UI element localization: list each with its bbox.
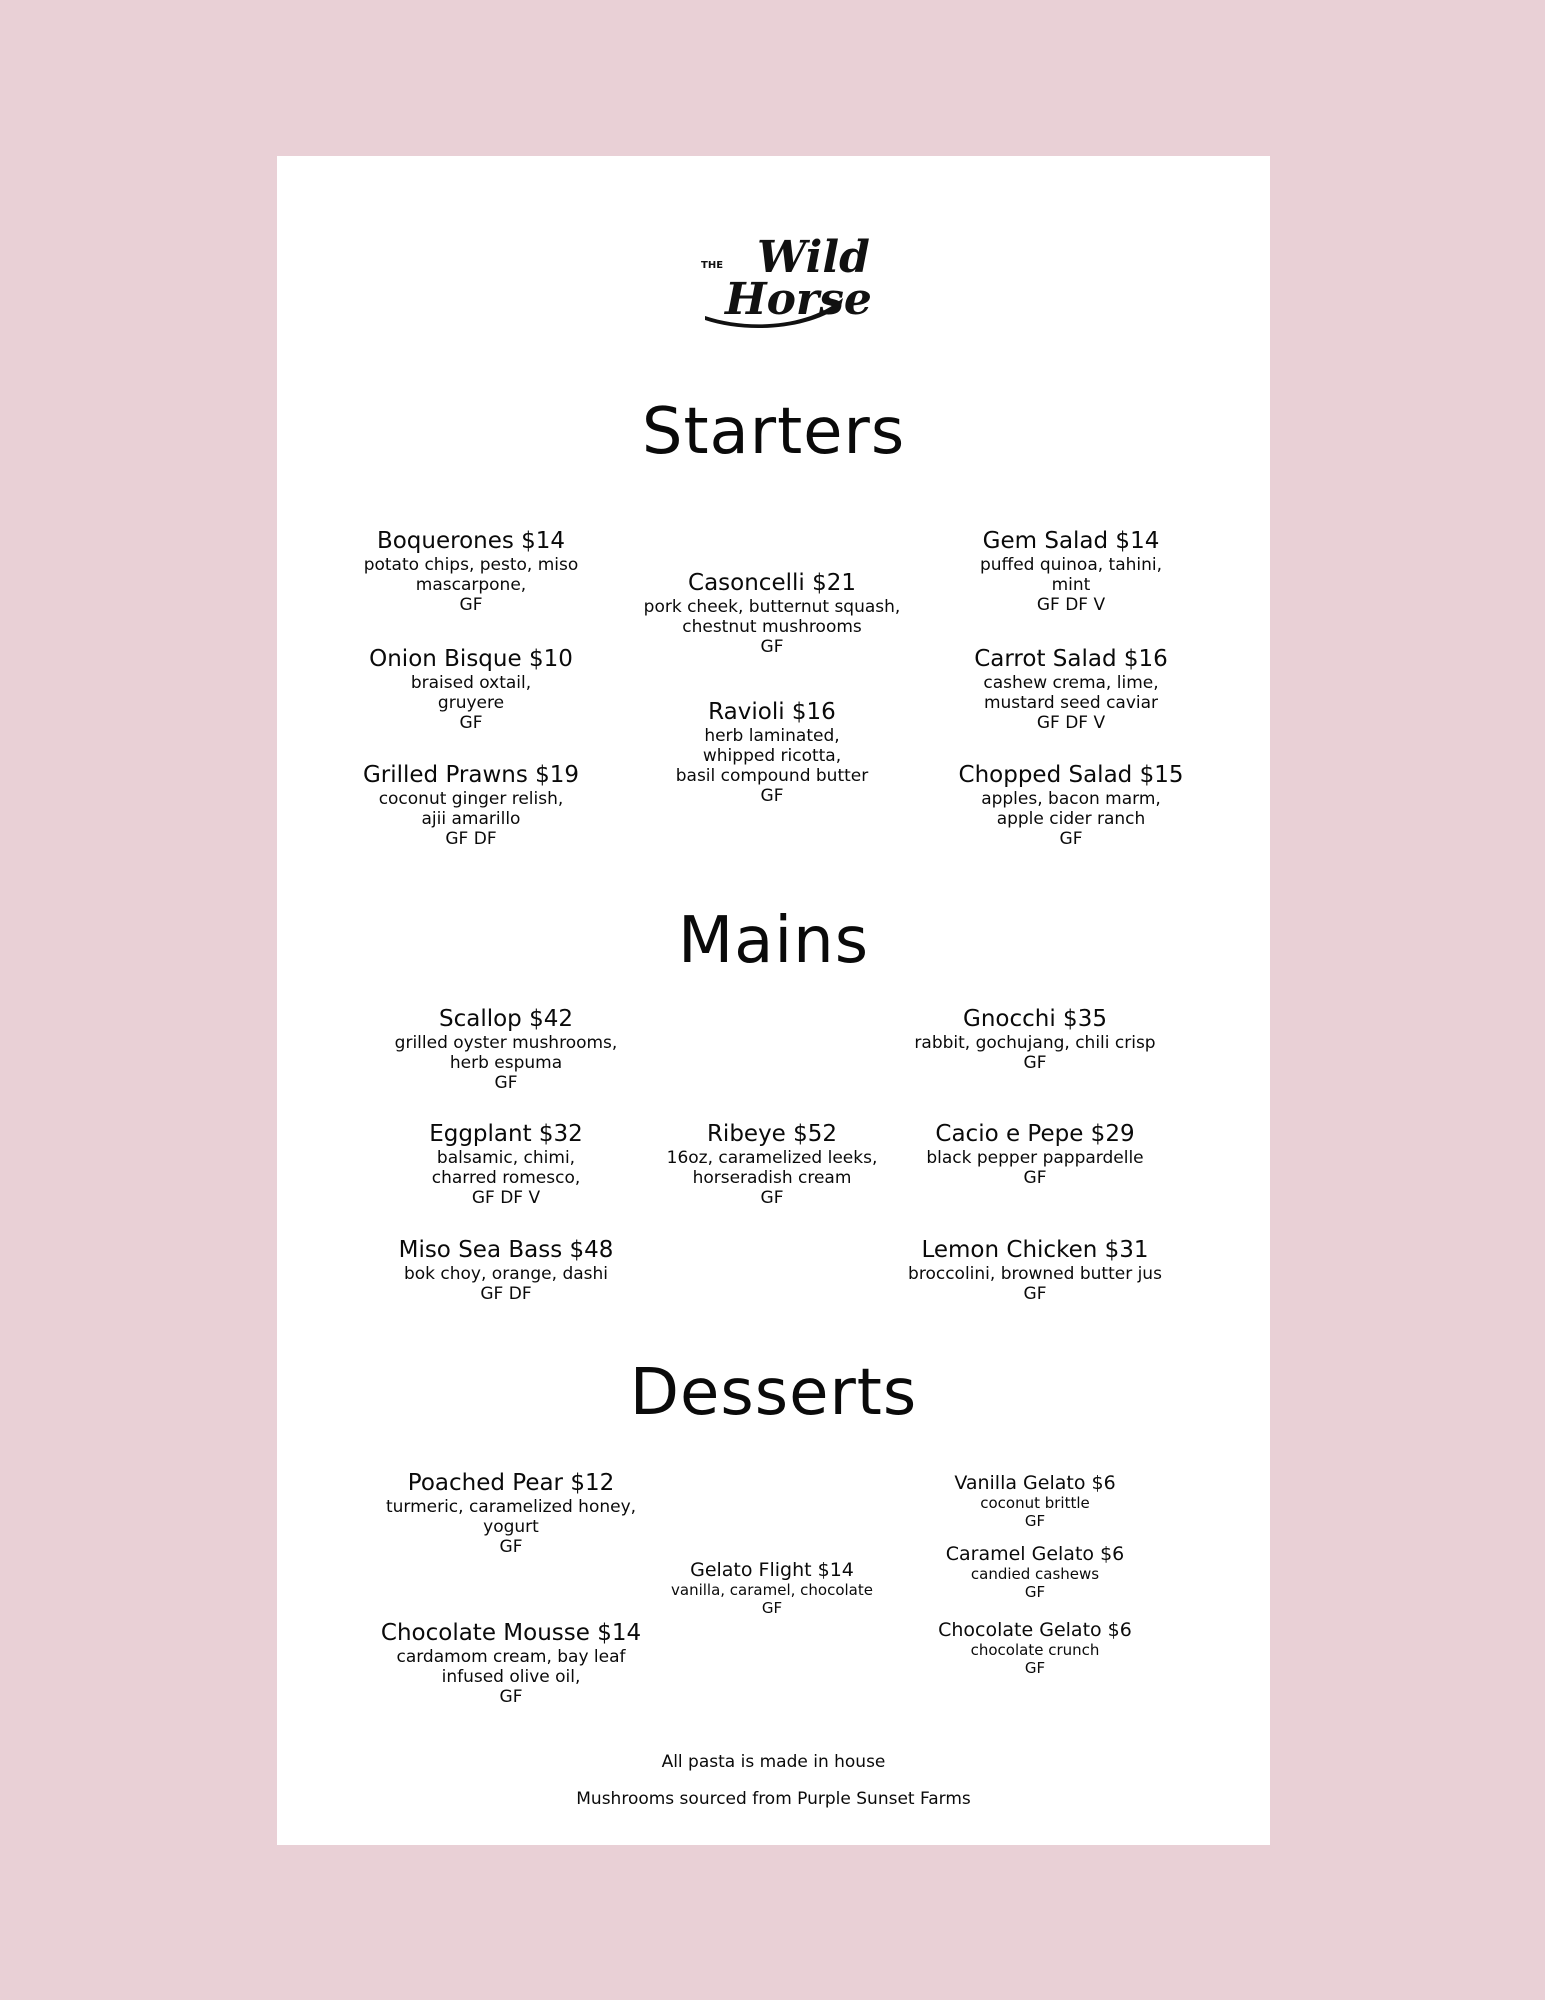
starter-item-carrot-salad [906,646,1236,733]
item-title: Chopped Salad $15 [958,762,1184,788]
item-title: Gnocchi $35 [963,1006,1107,1032]
item-description: cashew crema, lime, [983,673,1159,693]
item-description: herb laminated, [704,726,840,746]
item-dietary: GF [499,1687,523,1707]
item-description: balsamic, chimi, [436,1148,576,1168]
item-description: chestnut mushrooms [682,617,862,637]
dessert-item-chocolate-mousse [346,1620,676,1707]
footer-note-pasta: All pasta is made in house [661,1752,886,1772]
main-item-lemon-chicken [870,1237,1200,1304]
item-description: pork cheek, butternut squash, [643,597,901,617]
item-title: Caramel Gelato $6 [945,1543,1125,1565]
item-title: Vanilla Gelato $6 [954,1472,1116,1494]
item-description: mint [1051,575,1091,595]
logo-word-wild: Wild [757,232,870,283]
item-title: Miso Sea Bass $48 [398,1237,614,1263]
item-title: Boquerones $14 [376,528,566,554]
item-title: Chocolate Gelato $6 [938,1619,1132,1641]
item-dietary: GF [760,637,784,657]
item-description: gruyere [437,693,505,713]
item-dietary: GF [1023,1168,1047,1188]
main-item-gnocchi [870,1006,1200,1073]
item-title: Casoncelli $21 [688,570,856,596]
starter-item-boquerones [306,528,636,615]
item-description: potato chips, pesto, miso [363,555,579,575]
item-description: broccolini, browned butter jus [908,1264,1162,1284]
item-description: basil compound butter [675,766,869,786]
item-dietary: GF [459,713,483,733]
wild-horse-logo [697,218,872,330]
main-item-cacio-e-pepe [870,1121,1200,1188]
item-description: cardamom cream, bay leaf [396,1647,626,1667]
dessert-item-chocolate-gelato [870,1619,1200,1677]
starter-item-chopped-salad [906,762,1236,849]
item-title: Gelato Flight $14 [690,1559,854,1581]
item-dietary: GF [760,1188,784,1208]
item-description: rabbit, gochujang, chili crisp [914,1033,1156,1053]
menu-sheet [277,156,1270,1845]
item-description: bok choy, orange, dashi [403,1264,609,1284]
item-description: mascarpone, [415,575,527,595]
item-description: horseradish cream [692,1168,852,1188]
item-description: braised oxtail, [410,673,532,693]
mains-heading: Mains [677,904,870,978]
item-dietary: GF DF V [471,1188,541,1208]
starter-item-gem-salad [906,528,1236,615]
item-dietary: GF [1023,1053,1047,1073]
item-title: Grilled Prawns $19 [362,762,580,788]
item-dietary: GF [760,786,784,806]
item-description: vanilla, caramel, chocolate [671,1581,873,1599]
item-description: turmeric, caramelized honey, [385,1497,637,1517]
starter-item-ravioli [607,699,937,806]
item-title: Chocolate Mousse $14 [380,1620,642,1646]
item-description: herb espuma [449,1053,563,1073]
item-description: black pepper pappardelle [926,1148,1144,1168]
item-dietary: GF [494,1073,518,1093]
item-dietary: GF [1023,1284,1047,1304]
item-dietary: GF DF [445,829,497,849]
dessert-item-gelato-flight [607,1559,937,1617]
item-title: Eggplant $32 [429,1121,583,1147]
item-dietary: GF [499,1537,523,1557]
item-title: Ravioli $16 [708,699,836,725]
item-title: Onion Bisque $10 [369,646,573,672]
item-description: candied cashews [970,1565,1100,1583]
item-description: ajii amarillo [421,809,521,829]
item-title: Ribeye $52 [706,1121,838,1147]
item-description: coconut ginger relish, [378,789,564,809]
item-dietary: GF [1024,1659,1046,1677]
dessert-item-poached-pear [346,1470,676,1557]
logo-graphic [697,218,872,330]
item-dietary: GF [1024,1583,1046,1601]
item-description: chocolate crunch [970,1641,1100,1659]
logo-word-the: THE [701,260,724,271]
starter-item-grilled-prawns [306,762,636,849]
item-description: grilled oyster mushrooms, [394,1033,618,1053]
item-description: infused olive oil, [441,1667,581,1687]
item-description: mustard seed caviar [983,693,1159,713]
item-description: apples, bacon marm, [981,789,1161,809]
item-dietary: GF [761,1599,783,1617]
desserts-heading: Desserts [629,1356,918,1430]
item-title: Poached Pear $12 [407,1470,615,1496]
item-dietary: GF DF V [1036,713,1106,733]
item-dietary: GF [1024,1512,1046,1530]
dessert-item-vanilla-gelato [870,1472,1200,1530]
item-description: whipped ricotta, [702,746,842,766]
starter-item-onion-bisque [306,646,636,733]
item-description: apple cider ranch [996,809,1146,829]
starter-item-casoncelli [607,570,937,657]
main-item-scallop [341,1006,671,1093]
item-dietary: GF DF V [1036,595,1106,615]
item-title: Gem Salad $14 [982,528,1160,554]
main-item-miso-sea-bass [341,1237,671,1304]
item-dietary: GF DF [480,1284,532,1304]
logo-word-horse: Horse [725,274,872,325]
item-title: Lemon Chicken $31 [921,1237,1149,1263]
item-description: charred romesco, [431,1168,581,1188]
item-dietary: GF [459,595,483,615]
starters-heading: Starters [641,395,906,469]
item-description: yogurt [483,1517,539,1537]
item-description: puffed quinoa, tahini, [979,555,1163,575]
item-title: Scallop $42 [438,1006,573,1032]
item-title: Cacio e Pepe $29 [935,1121,1135,1147]
item-dietary: GF [1059,829,1083,849]
item-title: Carrot Salad $16 [974,646,1168,672]
footer-note-mushrooms: Mushrooms sourced from Purple Sunset Farms [576,1789,971,1809]
item-description: 16oz, caramelized leeks, [666,1148,878,1168]
item-description: coconut brittle [980,1494,1090,1512]
